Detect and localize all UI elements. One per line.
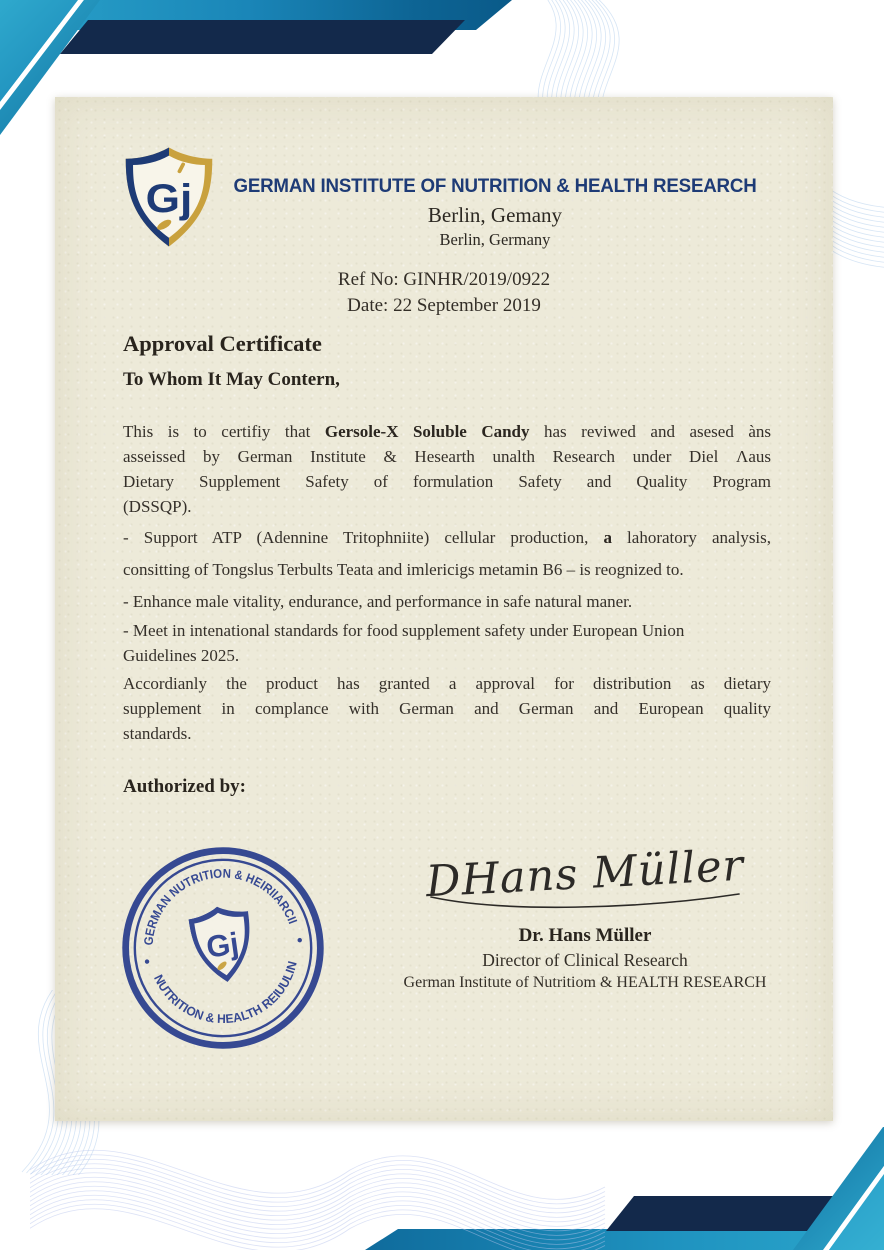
top-navy-band — [60, 20, 465, 54]
para1-line1: This is to certifiy that Gersole-X Soluble Candy has reviwed and asesed àns — [123, 422, 771, 441]
seal-arc-bottom-text: NUTRITION & HEALTH REIUULIN — [151, 959, 300, 1027]
para2-line3: standards. — [123, 724, 192, 743]
para1-line4: (DSSQP). — [123, 497, 192, 516]
salutation: To Whom It May Contern, — [123, 369, 340, 390]
institute-name: GERMAN INSTITUTE OF NUTRITION & HEALTH RESEARCH — [233, 175, 757, 197]
location-line-2: Berlin, Germany — [439, 230, 551, 249]
signer-name: Dr. Hans Müller — [518, 925, 652, 946]
certificate-paper — [55, 97, 833, 1121]
ref-number: Ref No: GINHR/2019/0922 — [337, 269, 551, 290]
bullet1-line2: consitting of Tongslus Terbults Teata and imlericigs metamin B6 – is reognized to. — [123, 560, 684, 579]
para1-line2: asseissed by German Institute & Hesearth unalth Research under Diel Λaus — [123, 447, 771, 466]
signer-organization: German Institute of Nutritiom & HEALTH RESEARCH — [403, 974, 767, 991]
certificate-title: Approval Certificate — [123, 331, 322, 356]
bullet1-line1: - Support ATP (Adennine Tritophniite) cellular production, a lahoratory analysis, — [123, 528, 772, 547]
signature-script: DHans Müller — [424, 840, 746, 908]
para2-line2: supplement in complance with German and German and European quality — [123, 699, 771, 718]
bullet3-line1: - Meet in intenational standards for food supplement safety under European Union — [123, 621, 685, 640]
signer-role: Director of Clinical Research — [482, 950, 688, 970]
institute-seal-stamp — [117, 842, 329, 1054]
bottom-right-corner-ribbon — [790, 1122, 884, 1250]
letterhead — [205, 175, 785, 250]
seal-shield — [187, 903, 257, 986]
signature-block — [350, 840, 820, 992]
seal-monogram: Gj — [204, 926, 241, 965]
authorized-by-label: Authorized by: — [123, 776, 246, 797]
bullet2: - Enhance male vitality, endurance, and performance in safe natural maner. — [123, 592, 633, 611]
para1-line3: Dietary Supplement Safety of formulation Safety and Quality Program — [123, 472, 771, 491]
para2-line1: Accordianly the product has granted a approval for distribution as dietary — [123, 674, 771, 693]
logo-monogram: Gj — [145, 175, 193, 221]
institute-logo — [119, 144, 219, 250]
ref-date: Date: 22 September 2019 — [347, 295, 541, 316]
bullet3-line2: Guidelines 2025. — [123, 646, 240, 665]
seal-arc-top-text: GERMAN NUTRITION & HEIRIIARCII — [141, 866, 300, 946]
reference-block — [55, 267, 833, 319]
location-line-1: Berlin, Gemany — [427, 203, 563, 227]
